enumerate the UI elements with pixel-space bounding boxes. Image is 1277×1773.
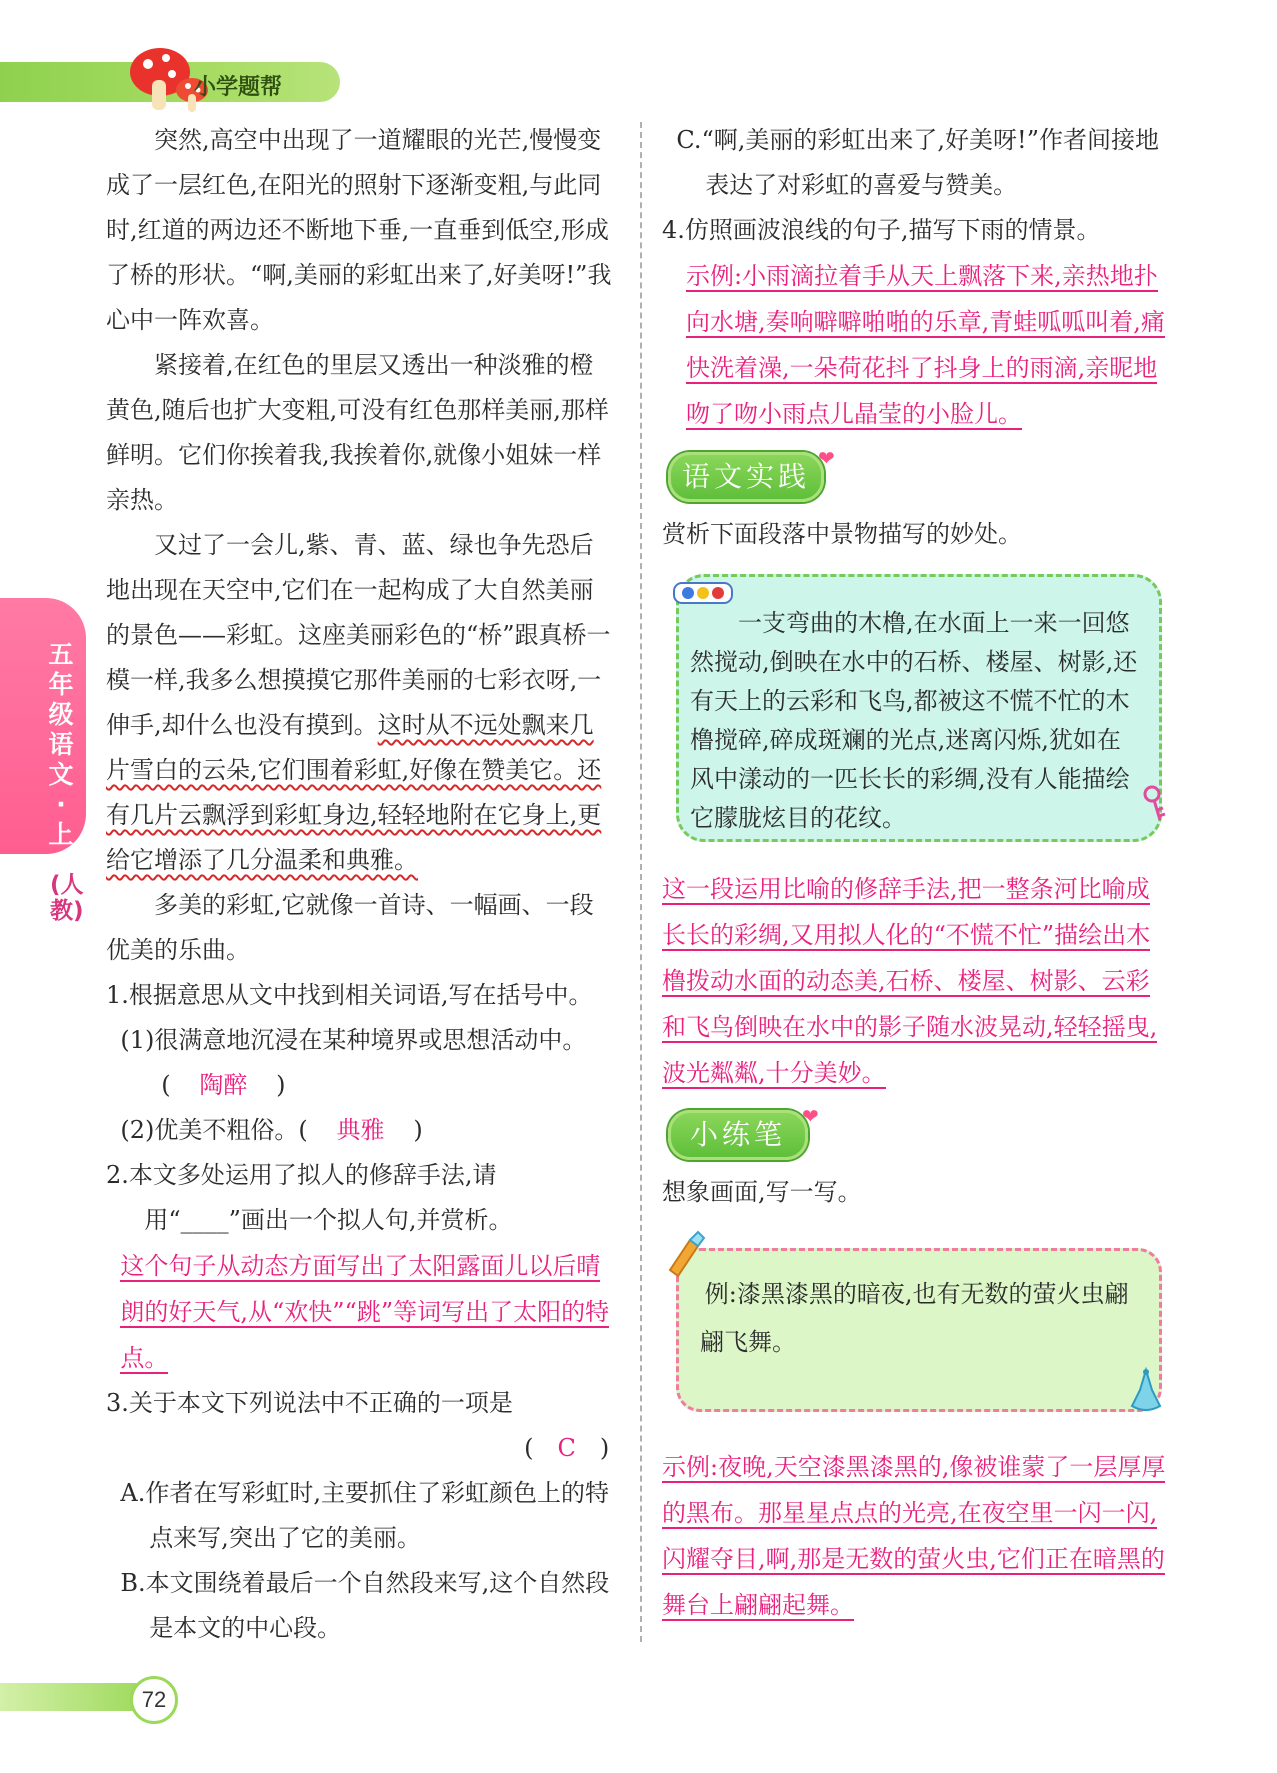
q1-1-answer: 陶醉 bbox=[199, 1071, 248, 1099]
section-title-practice: 语文实践 bbox=[668, 452, 824, 502]
question-3-option-b: B.本文围绕着最后一个自然段来写,这个自然段是本文的中心段。 bbox=[120, 1569, 610, 1642]
q4-answer-text: 示例:小雨滴拉着手从天上飘落下来,亲热地扑向水塘,奏响噼噼啪啪的乐章,青蛙呱呱叫着,痛快洗着澡,一朵荷花抖了抖身上的雨滴,亲昵地吻了吻小雨点儿晶莹的小脸儿。 bbox=[686, 262, 1165, 428]
page-number: 72 bbox=[130, 1676, 178, 1724]
passage-text: 一支弯曲的木橹,在水面上一来一回悠然搅动,倒映在水中的石桥、楼屋、树影,还有天上的云彩和飞鸟,都被这不慌不忙的木橹搅碎,碎成斑斓的光点,迷离闪烁,犹如在风中漾动的一匹长长的彩绸,没有人能描绘它朦胧炫目的花纹。 bbox=[690, 609, 1138, 832]
question-3: 3.关于本文下列说法中不正确的一项是 bbox=[106, 1389, 513, 1417]
heart-icon: ❤ bbox=[818, 446, 835, 470]
side-tab-edition: (人教) bbox=[50, 872, 84, 924]
question-3-option-a: A.作者在写彩虹时,主要抓住了彩虹颜色上的特点来写,突出了它的美丽。 bbox=[120, 1479, 609, 1552]
passage-paragraph-2: 紧接着,在红色的里层又透出一种淡雅的橙黄色,随后也扩大变粗,可没有红色那样美丽,那样鲜明。它们你挨着我,我挨着你,就像小姐妹一样亲热。 bbox=[106, 351, 609, 514]
q1-1-open-paren: ( bbox=[161, 1071, 171, 1099]
question-2: 2.本文多处运用了拟人的修辞手法,请用“____”画出一个拟人句,并赏析。 bbox=[106, 1161, 513, 1234]
section-2-answer bbox=[662, 1444, 1172, 1628]
brand-title: 小学题帮 bbox=[194, 75, 283, 100]
right-column-top bbox=[662, 118, 1172, 437]
section-1-answer bbox=[662, 866, 1172, 1096]
q3-open-paren: ( bbox=[524, 1434, 534, 1462]
left-column bbox=[106, 118, 614, 1651]
side-tab-title: 五年级语文·上 bbox=[48, 640, 74, 849]
section-1-answer-text: 这一段运用比喻的修辞手法,把一整条河比喻成长长的彩绸,又用拟人化的“不慌不忙”描绘出木橹拨动水面的动态美,石桥、楼屋、树影、云彩和飞鸟倒映在水中的影子随水波晃动,轻轻摇曳,波光粼粼,十分美妙。 bbox=[662, 875, 1158, 1087]
example-text: 例:漆黑漆黑的暗夜,也有无数的萤火虫翩翩飞舞。 bbox=[700, 1280, 1129, 1356]
passage-paragraph-4: 多美的彩虹,它就像一首诗、一幅画、一段优美的乐曲。 bbox=[106, 891, 594, 964]
passage-paragraph-3 bbox=[106, 523, 614, 883]
question-1: 1.根据意思从文中找到相关词语,写在括号中。 bbox=[106, 981, 593, 1009]
section-2-answer-text: 示例:夜晚,天空漆黑漆黑的,像被谁蒙了一层厚厚的黑布。那星星点点的光亮,在夜空里一闪一闪,闪耀夺目,啊,那是无数的萤火虫,它们正在暗黑的舞台上翩翩起舞。 bbox=[662, 1453, 1166, 1619]
question-1-1: (1)很满意地沉浸在某种境界或思想活动中。 bbox=[120, 1026, 587, 1054]
q3-close-paren: ) bbox=[599, 1434, 610, 1462]
question-4-answer bbox=[662, 253, 1172, 437]
heart-icon: ❤ bbox=[802, 1104, 819, 1128]
q1-2-answer: 典雅 bbox=[336, 1116, 385, 1144]
passage-paragraph-1: 突然,高空中出现了一道耀眼的光芒,慢慢变成了一层红色,在阳光的照射下逐渐变粗,与此同时,红道的两边还不断地下垂,一直垂到低空,形成了桥的形状。“啊,美丽的彩虹出来了,好美呀!”我心中一阵欢喜。 bbox=[106, 126, 612, 334]
question-2-answer bbox=[106, 1243, 614, 1381]
question-1-1-answer-line bbox=[106, 1063, 614, 1108]
section-2-prompt: 想象画面,写一写。 bbox=[662, 1178, 862, 1206]
column-divider bbox=[640, 122, 642, 1642]
page-number-bar bbox=[0, 1683, 150, 1711]
q1-2-close-paren: ) bbox=[413, 1116, 423, 1144]
paint-bottle-icon bbox=[1126, 1366, 1166, 1414]
q1-2-text: (2)优美不粗俗。( bbox=[120, 1116, 308, 1144]
section-1-prompt: 赏析下面段落中景物描写的妙处。 bbox=[662, 520, 1022, 548]
wavy-underlined-sentence: 这时从不远处飘来几片雪白的云朵,它们围着彩虹,好像在赞美它。还有几片云飘浮到彩虹身边,轻轻地附在它身上,更给它增添了几分温柔和典雅。 bbox=[106, 711, 602, 874]
question-3-option-c: C.“啊,美丽的彩虹出来了,好美呀!”作者间接地表达了对彩虹的喜爱与赞美。 bbox=[676, 126, 1159, 199]
q3-answer: C bbox=[557, 1434, 576, 1462]
key-decoration-icon bbox=[1142, 784, 1168, 824]
traffic-light-icon bbox=[672, 580, 736, 606]
paragraph-3-text: 又过了一会儿,紫、青、蓝、绿也争先恐后地出现在天空中,它们在一起构成了大自然美丽的景色——彩虹。这座美丽彩色的“桥”跟真桥一模一样,我多么想摸摸它那件美丽的七彩衣呀,一伸手,却什么也没有摸到。 bbox=[106, 531, 611, 739]
question-3-answer-line bbox=[106, 1426, 614, 1471]
q1-1-close-paren: ) bbox=[276, 1071, 286, 1099]
section-title-writing: 小练笔 bbox=[668, 1110, 808, 1160]
q2-answer-text: 这个句子从动态方面写出了太阳露面儿以后晴朗的好天气,从“欢快”“跳”等词写出了太阳的特点。 bbox=[120, 1252, 610, 1372]
question-1-2 bbox=[106, 1108, 614, 1153]
question-4: 4.仿照画波浪线的句子,描写下雨的情景。 bbox=[662, 216, 1101, 244]
